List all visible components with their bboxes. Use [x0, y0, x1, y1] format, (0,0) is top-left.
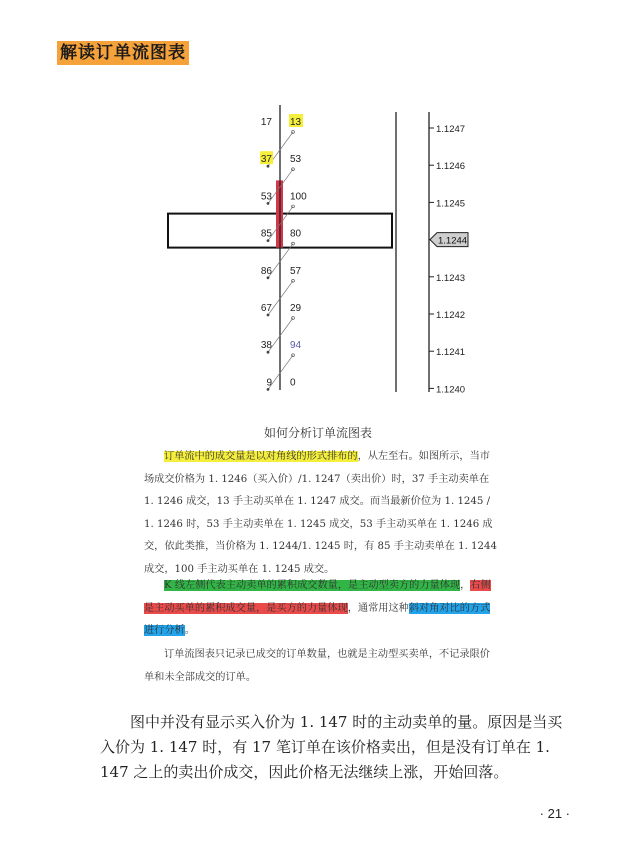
- para2-blue-highlight: 斜对角对比的方式进行分析: [144, 602, 491, 636]
- sell-volume-label: 38: [260, 340, 272, 352]
- buy-volume-label: 94: [290, 340, 302, 352]
- paragraph-3: 订单流图表只记录已成交的订单数量，也就是主动型买卖单，不记录限价单和未全部成交的订单。: [144, 649, 490, 683]
- diagonal-link-start: [267, 351, 270, 354]
- price-label: 1.1242: [436, 310, 466, 321]
- sell-volume-label: 86: [260, 265, 272, 277]
- sell-volume-label: 67: [260, 303, 272, 314]
- diagonal-link-start: [267, 388, 270, 391]
- buy-volume-label: 0: [290, 377, 296, 389]
- para2-red-highlight: 右侧是主动买单的累积成交量，是买方的力量体现: [144, 580, 491, 614]
- diagonal-link-start: [267, 276, 270, 279]
- price-label: 1.1241: [436, 347, 466, 359]
- body-text: 图中并没有显示买入价为 1. 147 时的主动卖单的量。原因是当买入价为 1. 147 时，有 17 笔订单在该价格卖出，但是没有订单在 1. 147 之上的卖出价成交，因此价格无法继续上涨，开始回落。: [100, 713, 563, 781]
- para2-end: 。: [184, 625, 195, 636]
- sell-volume-label: 17: [260, 117, 272, 128]
- diagonal-link-start: [267, 202, 270, 205]
- price-label: 1.1247: [436, 124, 466, 135]
- diagonal-link-start: [267, 165, 270, 168]
- para2-mid: ，通常用这种: [347, 602, 409, 614]
- para1-highlight: 订单流中的成交量是以对角线的形式排布的: [164, 451, 358, 462]
- para1-rest: ，从左至右。如图所示，当市场成交价格为 1. 1246（买入价）/1. 1247（卖出价）时，37 手主动卖单在 1. 1246 成交，13 手主动买单在 1. 1247 成交。而当最新价位为 1. 1245 / 1. 1246 时，53 手主动卖单在 1. 1245 成交，53 手主动买单在 1. 1246 成交，依此类推，当价格为 1. 1244/1. 1245 时，有 85 手主动卖单在 1. 1244 成交，100 手主动买单在 1. 1245 成交。: [144, 451, 497, 575]
- buy-volume-label: 13: [290, 117, 302, 128]
- para2-green-highlight: K 线左侧代表主动卖单的累积成交数量，是主动型卖方的力量体现: [164, 580, 461, 591]
- current-price-label: 1.1244: [438, 235, 468, 247]
- sell-volume-label: 53: [260, 191, 272, 203]
- sell-volume-label: 85: [260, 228, 272, 240]
- para2-sep: ，: [460, 580, 471, 591]
- buy-volume-label: 57: [290, 265, 302, 277]
- price-label: 1.1246: [436, 161, 466, 173]
- price-label: 1.1243: [436, 272, 466, 284]
- sell-volume-label: 9: [266, 377, 272, 389]
- price-label: 1.1245: [436, 198, 466, 210]
- diagonal-link-start: [267, 314, 270, 317]
- order-flow-chart: [0, 0, 636, 420]
- buy-volume-label: 29: [290, 303, 302, 314]
- buy-volume-label: 100: [290, 191, 307, 203]
- page-number: · 21 ·: [539, 806, 570, 821]
- buy-volume-label: 53: [290, 154, 302, 166]
- paragraph-2: [144, 575, 499, 643]
- section-title: 解读订单流图表: [57, 41, 189, 65]
- sell-volume-label: 37: [260, 154, 272, 166]
- chart-caption: 如何分析订单流图表: [263, 426, 372, 440]
- diagonal-link-start: [267, 239, 270, 242]
- price-label: 1.1240: [436, 384, 466, 396]
- buy-volume-label: 80: [290, 228, 302, 240]
- paragraph-1: [144, 446, 499, 581]
